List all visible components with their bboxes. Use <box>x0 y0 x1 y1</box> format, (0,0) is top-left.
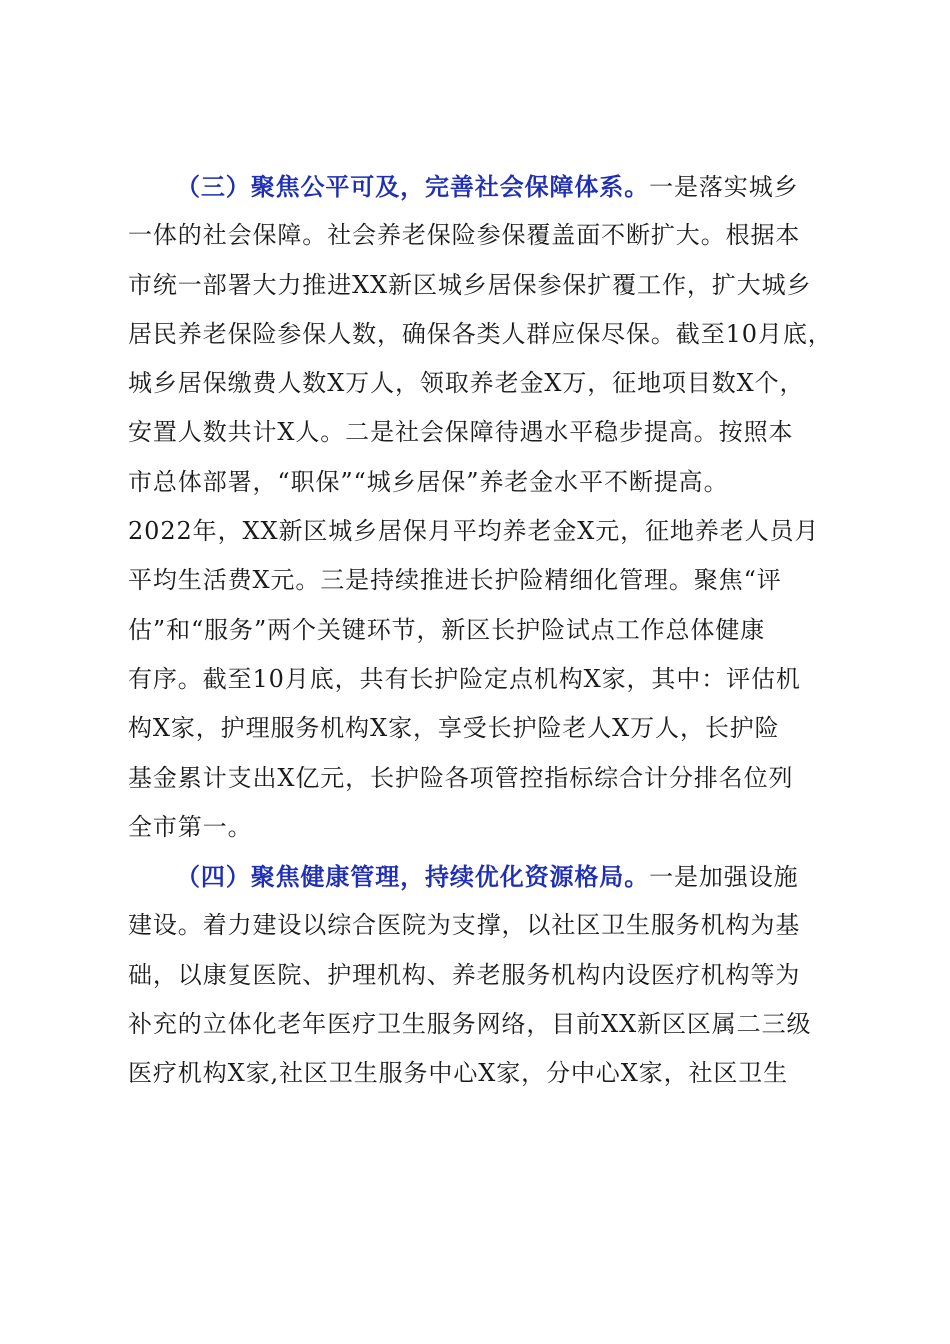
paragraph-line: 基金累计支出X亿元，长护险各项管控指标综合计分排名位列 <box>128 763 794 792</box>
section-heading-3: （三）聚焦公平可及，完善社会保障体系。 <box>176 172 650 201</box>
paragraph-first-line <box>128 162 828 211</box>
section-heading-4: （四）聚焦健康管理，持续优化资源格局。 <box>176 862 650 892</box>
paragraph-line: 全市第一。 <box>128 812 253 841</box>
paragraph-line: 市统一部署大力推进XX新区城乡居保参保扩覆工作，扩大城乡 <box>128 270 812 299</box>
paragraph-line: 构X家，护理服务机构X家，享受长护险老人X万人，长护险 <box>128 714 780 743</box>
paragraph-health-management <box>128 852 828 1098</box>
paragraph-line: 医疗机构X家,社区卫生服务中心X家，分中心X家，社区卫生 <box>128 1059 789 1088</box>
paragraph-line: 居民养老保险参保人数，确保各类人群应保尽保。截至10月底， <box>128 319 833 348</box>
paragraph-line: 市总体部署，“职保”“城乡居保”养老金水平不断提高。 <box>128 467 729 496</box>
paragraph-first-line <box>128 852 828 901</box>
paragraph-line: 安置人数共计X人。二是社会保障待遇水平稳步提高。按照本 <box>128 418 794 447</box>
paragraph-line: 2022年，XX新区城乡居保月平均养老金X元，征地养老人员月 <box>128 517 820 546</box>
paragraph-line: 一体的社会保障。社会养老保险参保覆盖面不断扩大。根据本 <box>128 221 801 250</box>
paragraph-line: 有序。截至10月底，共有长护险定点机构X家，其中：评估机 <box>128 664 801 693</box>
paragraph-text: 一是落实城乡 <box>649 173 799 201</box>
paragraph-line: 补充的立体化老年医疗卫生服务网络，目前XX新区区属二三级 <box>128 1010 812 1039</box>
paragraph-line: 建设。着力建设以综合医院为支撑，以社区卫生服务机构为基 <box>128 911 801 940</box>
paragraph-text: 一是加强设施 <box>649 863 799 892</box>
paragraph-line: 平均生活费X元。三是持续推进长护险精细化管理。聚焦“评 <box>128 566 782 595</box>
paragraph-line: 估”和“服务”两个关键环节，新区长护险试点工作总体健康 <box>128 615 766 644</box>
paragraph-line: 城乡居保缴费人数X万人，领取养老金X万，征地项目数X个， <box>128 369 805 398</box>
document-body <box>128 162 833 1099</box>
paragraph-line: 础，以康复医院、护理机构、养老服务机构内设医疗机构等为 <box>128 960 801 989</box>
paragraph-social-security <box>128 162 833 852</box>
